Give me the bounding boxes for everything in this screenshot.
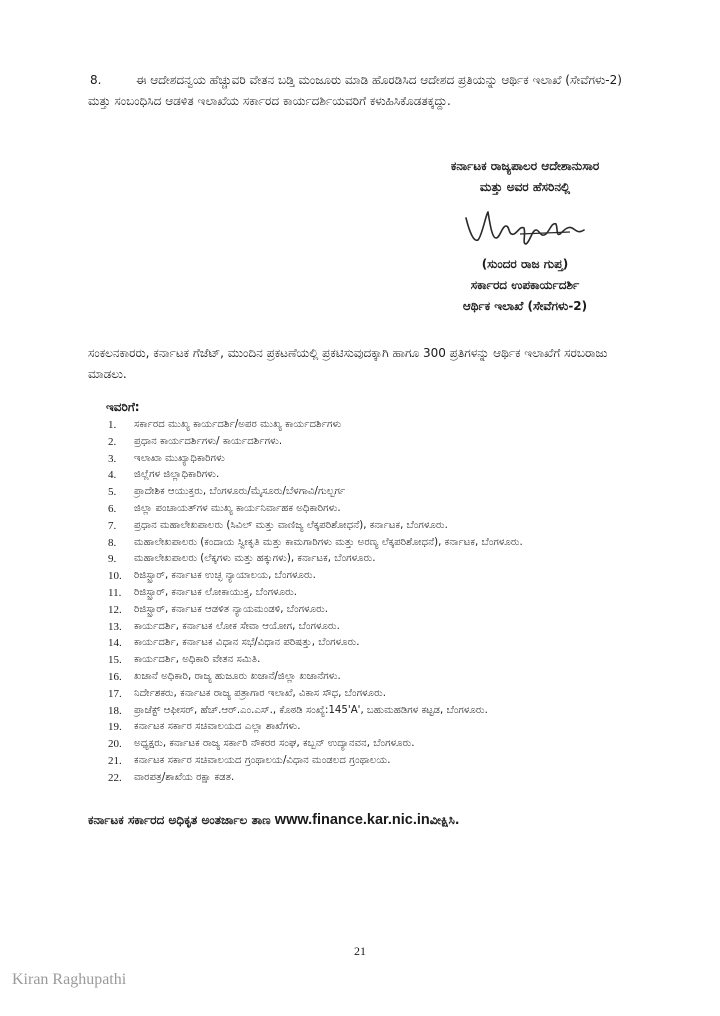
list-item	[108, 484, 578, 501]
list-item-text: ಸರ್ಕಾರದ ಮುಖ್ಯ ಕಾರ್ಯದರ್ಶಿ/ಅಪರ ಮುಖ್ಯ ಕಾರ್ಯದರ್ಶಿಗಳು	[134, 419, 342, 430]
list-item	[108, 686, 578, 703]
list-item	[108, 535, 578, 552]
list-item-text: ಪ್ರಧಾನ ಮಹಾಲೇಖಪಾಲರು (ಸಿವಿಲ್ ಮತ್ತು ವಾಣಿಜ್ಯ ಲೆಕ್ಕಪರಿಶೋಧನೆ), ಕರ್ನಾಟಕ, ಬೆಂಗಳೂರು.	[134, 519, 448, 531]
list-item-text: ಪ್ರಧಾನ ಕಾರ್ಯದರ್ಶಿಗಳು/ ಕಾರ್ಯದರ್ಶಿಗಳು.	[134, 435, 283, 447]
paragraph-8	[88, 70, 634, 112]
list-item-text: ಜಿಲ್ಲೆಗಳ ಜಿಲ್ಲಾಧಿಕಾರಿಗಳು.	[134, 469, 220, 481]
signature-line-2: ಮತ್ತು ಅವರ ಹೆಸರಿನಲ್ಲಿ	[479, 180, 571, 194]
list-item-text: ಪ್ರಾಜೆಕ್ಟ್ ಆಫೀಸರ್, ಹೆಚ್.ಆರ್.ಎಂ.ಎಸ್., ಕೊಠಡಿ ಸಂಖ್ಯೆ:145'A', ಬಹುಮಹಡಿಗಳ ಕಟ್ಟಡ, ಬೆಂಗಳೂರು.	[134, 704, 488, 716]
signatory-department: ಆರ್ಥಿಕ ಇಲಾಖೆ (ಸೇವೆಗಳು-2)	[462, 299, 588, 313]
list-item-text: ಕಾರ್ಯದರ್ಶಿ, ಅಧಿಕಾರಿ ವೇತನ ಸಮಿತಿ.	[134, 654, 261, 666]
list-item-number: 21.	[108, 754, 122, 767]
list-item-text: ಪ್ರಾದೇಶಿಕ ಆಯುಕ್ತರು, ಬೆಂಗಳೂರು/ಮೈಸೂರು/ಬೆಳಗಾವಿ/ಗುಲ್ಬರ್ಗ	[134, 486, 346, 498]
list-item-text: ನಿರ್ದೇಶಕರು, ಕರ್ನಾಟಕ ರಾಜ್ಯ ಪತ್ರಾಗಾರ ಇಲಾಖೆ, ವಿಕಾಸ ಸೌಧ, ಬೆಂಗಳೂರು.	[134, 687, 386, 699]
list-item-text: ಕಾರ್ಯದರ್ಶಿ, ಕರ್ನಾಟಕ ಲೋಕ ಸೇವಾ ಆಯೋಗ, ಬೆಂಗಳೂರು.	[134, 620, 340, 632]
signatory-designation: ಸರ್ಕಾರದ ಉಪಕಾರ್ಯದರ್ಶಿ	[470, 278, 580, 292]
page-number: 21	[354, 944, 366, 958]
list-item-text: ರಿಜಿಸ್ಟ್ರಾರ್, ಕರ್ನಾಟಕ ಆಡಳಿತ ನ್ಯಾಯಮಂಡಳಿ, ಬೆಂಗಳೂರು.	[134, 603, 329, 615]
list-item	[108, 652, 578, 669]
list-item	[108, 451, 578, 468]
website-suffix: ವೀಕ್ಷಿಸಿ.	[429, 813, 460, 827]
list-item-text: ಕರ್ನಾಟಕ ಸರ್ಕಾರ ಸಚಿವಾಲಯದ ಗ್ರಂಥಾಲಯ/ವಿಧಾನ ಮಂಡಲದ ಗ್ರಂಥಾಲಯ.	[134, 754, 391, 766]
list-item	[108, 753, 578, 770]
list-item-text: ಕಾರ್ಯದರ್ಶಿ, ಕರ್ನಾಟಕ ವಿಧಾನ ಸಭೆ/ವಿಧಾನ ಪರಿಷತ್ತು, ಬೆಂಗಳೂರು.	[134, 637, 360, 649]
list-item-number: 15.	[108, 654, 122, 667]
paragraph-text: ಈ ಆದೇಶದನ್ವಯ ಹೆಚ್ಚುವರಿ ವೇತನ ಬಡ್ತಿ ಮಂಜೂರು ಮಾಡಿ ಹೊರಡಿಸಿದ ಆದೇಶದ ಪ್ರತಿಯನ್ನು ಆರ್ಥಿಕ ಇಲಾಖೆ (ಸೇವೆಗಳು-2) ಮತ್ತು ಸಂಬಂಧಿಸಿದ ಆಡಳಿತ ಇಲಾಖೆಯ ಸರ್ಕಾರದ ಕಾರ್ಯದರ್ಶಿಯವರಿಗೆ ಕಳುಹಿಸಿಕೊಡತಕ್ಕದ್ದು.	[88, 73, 622, 108]
list-item	[108, 551, 578, 568]
list-item-number: 3.	[108, 452, 117, 465]
list-item-number: 8.	[108, 536, 117, 549]
list-item	[108, 703, 578, 720]
list-item-number: 22.	[108, 771, 122, 784]
list-item	[108, 669, 578, 686]
list-item	[108, 635, 578, 652]
signature-line-1: ಕರ್ನಾಟಕ ರಾಜ್ಯಪಾಲರ ಆದೇಶಾನುಸಾರ	[450, 159, 600, 173]
list-item-text: ಅಧ್ಯಕ್ಷರು, ಕರ್ನಾಟಕ ರಾಜ್ಯ ಸರ್ಕಾರಿ ನೌಕರರ ಸಂಘ, ಕಬ್ಬನ್ ಉದ್ಯಾನವನ, ಬೆಂಗಳೂರು.	[134, 738, 415, 750]
list-item-number: 19.	[108, 721, 122, 734]
list-item-number: 1.	[108, 419, 117, 431]
list-item	[108, 518, 578, 535]
handwritten-signature	[460, 204, 590, 250]
list-item-number: 16.	[108, 670, 122, 683]
list-item	[108, 434, 578, 451]
signatory-name: (ಸುಂದರ ರಾಜ ಗುಪ್ತ)	[481, 257, 569, 271]
list-item-text: ಜಿಲ್ಲಾ ಪಂಚಾಯತ್‌ಗಳ ಮುಖ್ಯ ಕಾರ್ಯನಿರ್ವಾಹಕ ಅಧಿಕಾರಿಗಳು.	[134, 502, 341, 514]
list-item-text: ರಿಜಿಸ್ಟ್ರಾರ್, ಕರ್ನಾಟಕ ಲೋಕಾಯುಕ್ತ, ಬೆಂಗಳೂರು.	[134, 586, 298, 598]
watermark: Kiran Raghupathi	[12, 971, 127, 988]
list-item-number: 5.	[108, 486, 117, 499]
list-item-text: ಖಜಾನೆ ಅಧಿಕಾರಿ, ರಾಜ್ಯ ಹುಜೂರು ಖಜಾನೆ/ಜಿಲ್ಲಾ ಖಜಾನೆಗಳು.	[134, 670, 341, 682]
list-item	[108, 619, 578, 636]
list-item-number: 13.	[108, 620, 122, 633]
list-item	[108, 501, 578, 518]
list-item-text: ಮಹಾಲೇಖಪಾಲರು (ಲೆಕ್ಕಗಳು ಮತ್ತು ಹಕ್ಕುಗಳು), ಕರ್ನಾಟಕ, ಬೆಂಗಳೂರು.	[134, 553, 376, 565]
list-item-number: 11.	[108, 586, 122, 599]
list-item	[108, 719, 578, 736]
list-item-number: 14.	[108, 637, 122, 650]
list-item-number: 12.	[108, 603, 122, 616]
list-item-text: ರಿಜಿಸ್ಟ್ರಾರ್, ಕರ್ನಾಟಕ ಉಚ್ಛ ನ್ಯಾಯಾಲಯ, ಬೆಂಗಳೂರು.	[134, 570, 316, 582]
list-item	[108, 585, 578, 602]
list-item-number: 18.	[108, 704, 122, 717]
list-item	[108, 602, 578, 619]
website-note	[88, 812, 459, 828]
website-link[interactable]: www.finance.kar.nic.in	[274, 812, 430, 828]
list-item-text: ಕರ್ನಾಟಕ ಸರ್ಕಾರ ಸಚಿವಾಲಯದ ಎಲ್ಲಾ ಶಾಖೆಗಳು.	[134, 721, 301, 733]
list-item-number: 17.	[108, 687, 122, 700]
list-item-number: 4.	[108, 469, 117, 482]
copy-to-title: ಇವರಿಗೆ:	[106, 400, 140, 414]
copy-to-list	[108, 417, 578, 787]
website-prefix: ಕರ್ನಾಟಕ ಸರ್ಕಾರದ ಅಧಿಕೃತ ಅಂತರ್ಜಾಲ ತಾಣ	[88, 813, 271, 827]
list-item	[108, 568, 578, 585]
list-item-text: ವಾರಪತ್ರ/ಶಾಖೆಯ ರಕ್ಷಾ ಕಡತ.	[134, 771, 235, 783]
list-item	[108, 736, 578, 753]
list-item-number: 20.	[108, 738, 122, 751]
list-item-number: 9.	[108, 553, 117, 566]
paragraph-number: 8.	[90, 73, 102, 87]
list-item	[108, 467, 578, 484]
list-item-number: 2.	[108, 435, 117, 448]
compiler-note: ಸಂಕಲನಕಾರರು, ಕರ್ನಾಟಕ ಗೆಜೆಟ್, ಮುಂದಿನ ಪ್ರಕಟಣೆಯಲ್ಲಿ ಪ್ರಕಟಿಸುವುದಕ್ಕಾಗಿ ಹಾಗೂ 300 ಪ್ರತಿಗಳನ್ನು ಆರ್ಥಿಕ ಇಲಾಖೆಗೆ ಸರಬರಾಜು ಮಾಡಲು.	[88, 346, 608, 381]
list-item-text: ಇಲಾಖಾ ಮುಖ್ಯಾಧಿಕಾರಿಗಳು	[134, 452, 225, 464]
list-item	[108, 417, 578, 434]
list-item-number: 10.	[108, 570, 122, 583]
list-item-number: 6.	[108, 502, 117, 515]
list-item-number: 7.	[108, 519, 117, 532]
signature-block	[400, 156, 650, 317]
list-item	[108, 770, 578, 787]
list-item-text: ಮಹಾಲೇಖಪಾಲರು (ಕಂದಾಯ ಸ್ವೀಕೃತಿ ಮತ್ತು ಕಾಮಗಾರಿಗಳು ಮತ್ತು ಅರಣ್ಯ ಲೆಕ್ಕಪರಿಶೋಧನೆ), ಕರ್ನಾಟಕ, ಬೆಂಗಳೂರು.	[134, 536, 523, 548]
